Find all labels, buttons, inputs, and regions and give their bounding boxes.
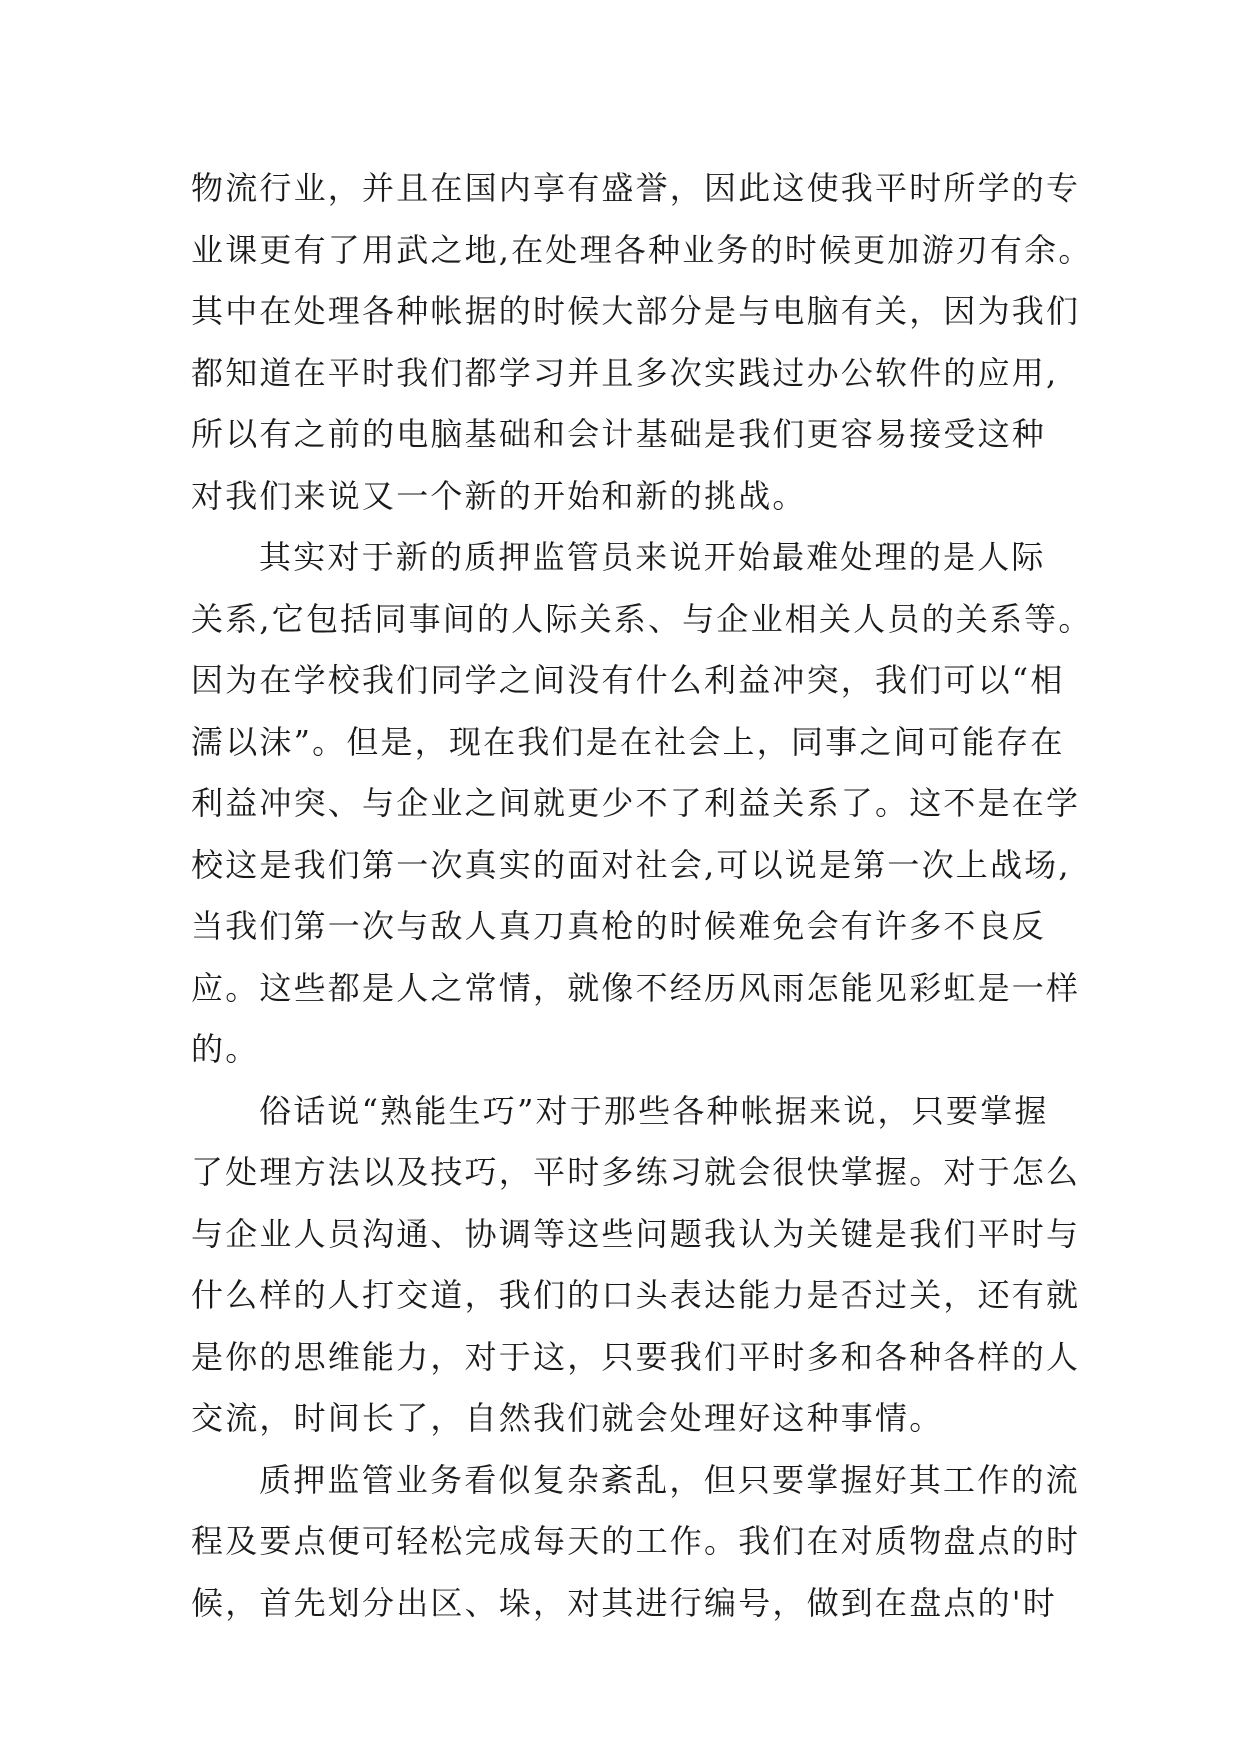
text-line: 物流行业，并且在国内享有盛誉，因此这使我平时所学的专	[191, 169, 1081, 207]
text-line: 当我们第一次与敌人真刀真枪的时候难免会有许多不良反	[191, 907, 1047, 945]
text-line: 交流，时间长了，自然我们就会处理好这种事情。	[191, 1399, 944, 1437]
paragraph-start-line: 俗话说“熟能生巧”对于那些各种帐据来说，只要掌握	[259, 1091, 1049, 1130]
text-line: 是你的思维能力，对于这，只要我们平时多和各种各样的人	[191, 1337, 1081, 1376]
text-line: 程及要点便可轻松完成每天的工作。我们在对质物盘点的时	[191, 1522, 1081, 1560]
text-line: 什么样的人打交道，我们的口头表达能力是否过关，还有就	[191, 1276, 1081, 1314]
text-line: 所以有之前的电脑基础和会计基础是我们更容易接受这种	[191, 415, 1047, 453]
text-line: 关系,它包括同事间的人际关系、与企业相关人员的关系等。	[191, 599, 1093, 638]
text-line: 的。	[191, 1030, 260, 1068]
text-line: 对我们来说又一个新的开始和新的挑战。	[191, 476, 807, 515]
text-line: 濡以沫”。但是，现在我们是在社会上，同事之间可能存在	[191, 722, 1065, 761]
document-body	[191, 158, 1093, 1634]
text-line: 了处理方法以及技巧，平时多练习就会很快掌握。对于怎么	[191, 1153, 1081, 1191]
text-line: 因为在学校我们同学之间没有什么利益冲突，我们可以“相	[191, 661, 1065, 699]
paragraph-start-line: 其实对于新的质押监管员来说开始最难处理的是人际	[259, 538, 1046, 576]
text-line: 应。这些都是人之常情，就像不经历风雨怎能见彩虹是一样	[191, 968, 1081, 1007]
paragraph-start-line: 质押监管业务看似复杂紊乱，但只要掌握好其工作的流	[259, 1460, 1080, 1499]
text-line: 利益冲突、与企业之间就更少不了利益关系了。这不是在学	[191, 784, 1081, 822]
text-line: 其中在处理各种帐据的时候大部分是与电脑有关，因为我们	[191, 292, 1081, 330]
text-line: 与企业人员沟通、协调等这些问题我认为关键是我们平时与	[191, 1214, 1081, 1253]
text-line: 候，首先划分出区、垛，对其进行编号，做到在盘点的'时	[191, 1583, 1057, 1622]
text-line: 校这是我们第一次真实的面对社会,可以说是第一次上战场,	[191, 845, 1071, 884]
text-line: 业课更有了用武之地,在处理各种业务的时候更加游刃有余。	[191, 230, 1093, 269]
text-line: 都知道在平时我们都学习并且多次实践过办公软件的应用,	[191, 353, 1059, 392]
